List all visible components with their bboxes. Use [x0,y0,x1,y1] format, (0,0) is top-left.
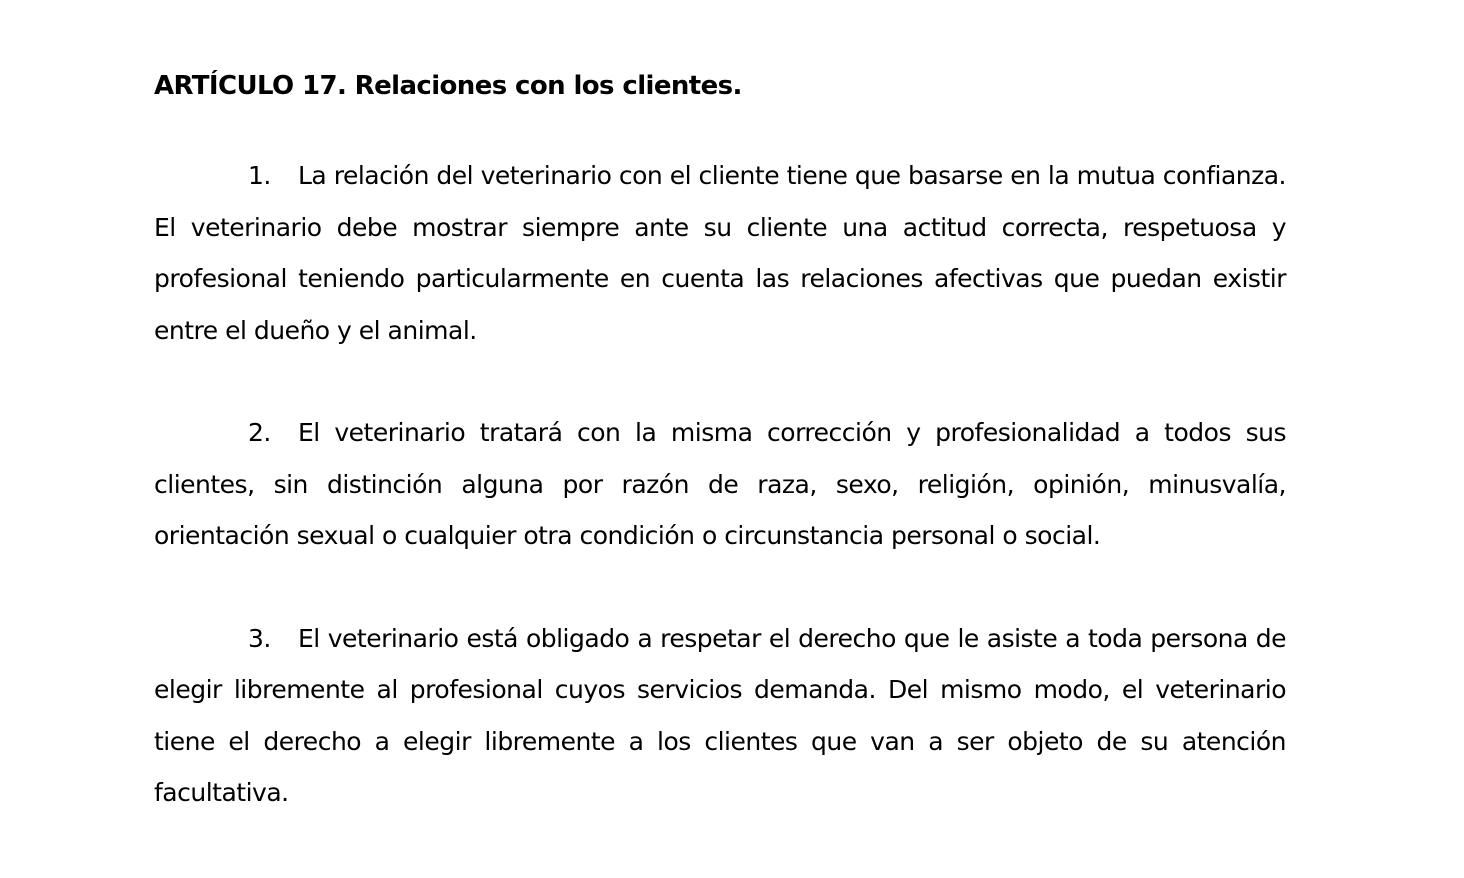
clause-number: 3. [248,623,271,653]
clause-text: El veterinario está obligado a respetar el derecho que le asiste a toda persona de elegir libremente al profesional cuyos servicios demanda. Del mismo modo, el veterinario tiene el derecho a elegir libremente a los clientes que van a ser objeto de su atención facultativa. [154,623,1286,807]
clause-2 [154,407,1286,562]
clause-3 [154,613,1286,819]
clause-number: 2. [248,418,271,447]
clause-text: La relación del veterinario con el cliente tiene que basarse en la mutua confianza. El veterinario debe mostrar siempre ante su cliente una actitud correcta, respetuosa y profesional teniendo particularmente en cuenta las relaciones afectivas que puedan existir entre el dueño y el animal. [154,161,1286,345]
clause-text: El veterinario tratará con la misma corrección y profesionalidad a todos sus clientes, sin distinción alguna por razón de raza, sexo, religión, opinión, minusvalía, orientación sexual o cualquier otra condición o circunstancia personal o social. [154,418,1286,550]
article-body [154,150,1286,819]
article-heading: ARTÍCULO 17. Relaciones con los clientes. [154,71,742,101]
clause-1 [154,150,1286,356]
clause-number: 1. [248,161,271,190]
